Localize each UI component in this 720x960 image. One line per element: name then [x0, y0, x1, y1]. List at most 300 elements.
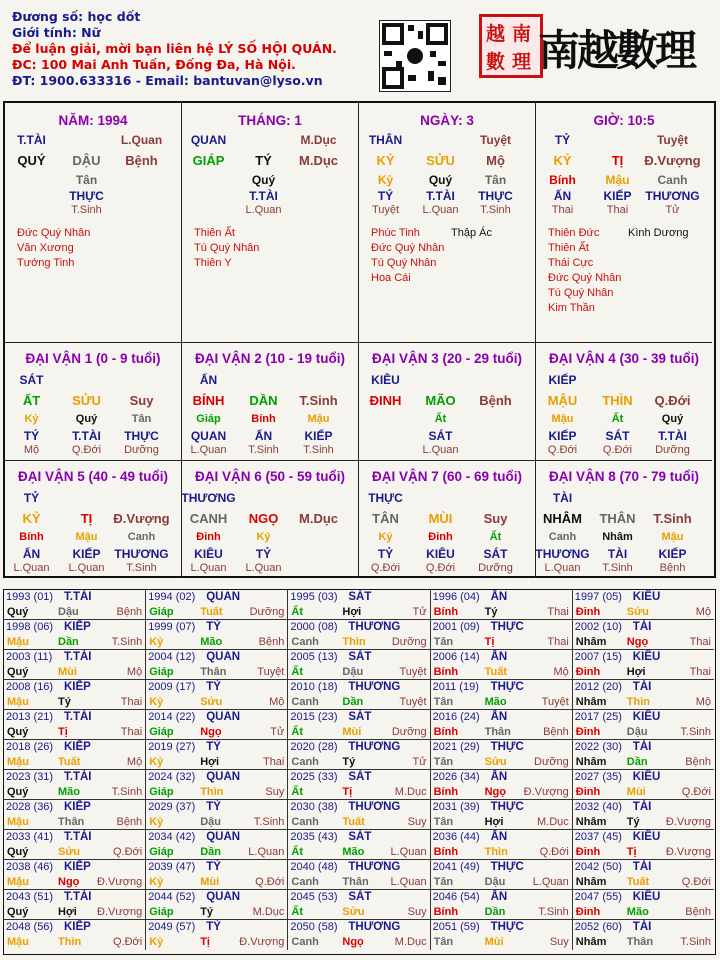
dai-van-cell	[182, 461, 359, 578]
year-label: 2017 (25)	[574, 711, 622, 723]
year-god: THƯƠNG	[348, 621, 401, 633]
dai-van-ts: T.Sinh	[602, 562, 633, 574]
year-branch: Mùi	[200, 876, 220, 888]
year-god: THƯƠNG	[348, 861, 401, 873]
pillar-main: Mộ	[486, 153, 505, 168]
year-label: 1996 (04)	[432, 591, 480, 603]
dai-van-tg: T.TÀI	[658, 429, 687, 443]
year-label: 2052 (60)	[574, 921, 622, 933]
year-god: T.TÀI	[64, 891, 92, 903]
year-branch: Dần	[342, 696, 364, 708]
dai-van-tg: SÁT	[428, 429, 453, 443]
pillar-top: Tuyệt	[479, 133, 512, 147]
pillar-hs: Mậu	[605, 173, 630, 187]
year-label: 2035 (43)	[290, 831, 338, 843]
dai-van-title: ĐẠI VẬN 5 (40 - 49 tuổi)	[17, 469, 169, 484]
year-god: TỶ	[206, 621, 221, 633]
year-stem: Giáp	[149, 786, 174, 798]
star-name: Đức Quý Nhân	[17, 227, 91, 239]
dai-van-main: Q.Đới	[654, 393, 691, 408]
year-label: 2036 (44)	[432, 831, 480, 843]
year-god: THƯƠNG	[348, 921, 401, 933]
year-stem: Kỷ	[149, 936, 164, 948]
year-phase: Bệnh	[116, 816, 143, 828]
year-branch: Hợi	[484, 816, 504, 828]
year-god: T.TÀI	[64, 771, 92, 783]
year-branch: Tuất	[626, 876, 650, 888]
year-cell	[573, 620, 714, 650]
year-stem: Đinh	[575, 606, 601, 618]
year-label: 2041 (49)	[432, 861, 480, 873]
year-cell	[146, 710, 288, 740]
year-label: 2040 (48)	[290, 861, 338, 873]
year-phase: Đ.Vượng	[97, 906, 143, 918]
star-name: Đức Quý Nhân	[371, 242, 445, 254]
year-god: KIÊU	[632, 591, 661, 603]
subject-gender: Giới tính: Nữ	[12, 25, 101, 40]
pillar-hs: Tân	[75, 173, 98, 187]
year-label: 2028 (36)	[6, 801, 54, 813]
pillar-top: M.Dục	[300, 133, 337, 147]
year-phase: Dưỡng	[391, 726, 427, 738]
year-cell	[573, 920, 714, 950]
year-stem: Quý	[7, 726, 29, 738]
year-branch: Tý	[342, 756, 356, 768]
dai-van-main: CANH	[189, 511, 228, 526]
year-god: QUAN	[206, 891, 241, 903]
year-god: THỰC	[490, 801, 524, 813]
year-branch: Mùi	[484, 936, 504, 948]
dai-van-god: KIÊU	[371, 373, 400, 387]
year-phase: L.Quan	[390, 846, 427, 858]
year-branch: Tuất	[484, 666, 507, 678]
year-branch: Thân	[200, 666, 227, 678]
year-branch: Sửu	[626, 606, 649, 618]
pillar-ts: Thai	[551, 204, 574, 216]
year-label: 2023 (31)	[6, 771, 54, 783]
year-cell	[431, 890, 573, 920]
year-branch: Thìn	[484, 846, 508, 858]
dai-van-tg: KIẾP	[72, 547, 101, 561]
year-stem: Ất	[291, 906, 303, 918]
year-stem: Quý	[7, 666, 29, 678]
year-cell	[573, 770, 714, 800]
year-phase: Đ.Vượng	[523, 786, 569, 798]
year-phase: Tuyệt	[399, 696, 427, 708]
dai-van-hs: Mậu	[661, 531, 684, 543]
dai-van-main: TỊ	[80, 511, 93, 526]
year-stem: Canh	[291, 876, 319, 888]
pillar-title: NĂM: 1994	[58, 113, 128, 128]
year-stem: Mậu	[7, 936, 29, 948]
year-phase: Tuyệt	[399, 666, 427, 678]
dai-van-hs: Quý	[75, 413, 98, 425]
dai-van-tg: ẤN	[22, 547, 41, 561]
year-god: KIÊU	[632, 831, 661, 843]
year-branch: Tị	[484, 636, 495, 648]
year-stem: Quý	[7, 606, 29, 618]
year-phase: Đ.Vượng	[239, 936, 285, 948]
year-phase: Bệnh	[543, 726, 569, 738]
star-name: Thái Cực	[548, 257, 594, 269]
pillar-ts: Thai	[606, 204, 629, 216]
year-stem: Đinh	[575, 726, 601, 738]
year-stem: Quý	[7, 906, 29, 918]
year-phase: L.Quan	[532, 876, 569, 888]
star-name: Thiên Ất	[548, 242, 589, 254]
year-god: QUAN	[206, 711, 241, 723]
year-label: 2030 (38)	[290, 801, 338, 813]
dai-van-main: THÌN	[602, 393, 633, 408]
year-cell	[288, 890, 430, 920]
dai-van-god: THỰC	[368, 491, 403, 505]
dai-van-hs: Bính	[19, 531, 44, 543]
dai-van-ts: L.Quan	[190, 562, 227, 574]
year-cell	[4, 860, 146, 890]
subject-name: Đương số: học dốt	[12, 9, 141, 24]
dai-van-ts: L.Quan	[544, 562, 581, 574]
year-god: T.TÀI	[64, 711, 92, 723]
year-label: 2050 (58)	[290, 921, 338, 933]
year-label: 2033 (41)	[6, 831, 54, 843]
year-phase: M.Dục	[394, 786, 427, 798]
year-cell	[431, 860, 573, 890]
year-god: T.TÀI	[64, 651, 92, 663]
year-label: 2025 (33)	[290, 771, 338, 783]
year-god: KIẾP	[64, 801, 91, 813]
year-label: 2011 (19)	[432, 681, 479, 693]
year-phase: Bệnh	[116, 606, 143, 618]
year-stem: Ất	[291, 786, 303, 798]
dai-van-tg: KIẾP	[304, 429, 333, 443]
pillar-tg: KIẾP	[603, 189, 632, 203]
star-name: Tú Quý Nhân	[548, 287, 614, 299]
pillar-ts: L.Quan	[245, 204, 282, 216]
year-god: TÀI	[632, 741, 652, 753]
year-god: TỶ	[206, 681, 221, 693]
year-cell	[288, 770, 430, 800]
dai-van-cell	[359, 461, 536, 578]
year-branch: Hợi	[58, 906, 77, 918]
brand-logo: 南越數理	[538, 26, 695, 75]
pillar-top: T.TÀI	[17, 133, 46, 147]
year-cell	[573, 800, 714, 830]
year-label: 2016 (24)	[432, 711, 480, 723]
dai-van-hs: Canh	[548, 531, 577, 543]
year-phase: Suy	[549, 936, 569, 948]
year-god: ẤN	[490, 771, 508, 783]
year-stem: Kỷ	[149, 696, 164, 708]
year-branch: Thìn	[58, 936, 82, 948]
dai-van-tg: TỶ	[255, 547, 272, 561]
dai-van-main: ẤT	[22, 393, 41, 408]
year-label: 2006 (14)	[432, 651, 480, 663]
year-label: 2034 (42)	[148, 831, 196, 843]
year-branch: Sửu	[200, 696, 223, 708]
year-label: 1995 (03)	[290, 591, 338, 603]
year-label: 1999 (07)	[148, 621, 196, 633]
dai-van-title: ĐẠI VẬN 2 (10 - 19 tuổi)	[194, 351, 346, 366]
year-phase: Bệnh	[258, 636, 285, 648]
year-cell	[431, 920, 573, 950]
year-cell	[288, 680, 430, 710]
year-label: 2037 (45)	[574, 831, 622, 843]
year-branch: Tuất	[342, 816, 365, 828]
dai-van-main: Bệnh	[479, 393, 512, 408]
phone-email-line: ĐT: 1900.633316 - Email: bantuvan@lyso.vn	[12, 73, 323, 88]
pillar-main: SỬU	[426, 153, 455, 168]
dai-van-ts: Q.Đới	[425, 562, 456, 574]
year-stem: Tân	[433, 696, 454, 708]
qr-code-icon	[379, 20, 451, 92]
dai-van-tg: KIÊU	[194, 547, 223, 561]
year-branch: Sửu	[342, 906, 365, 918]
year-cell	[288, 830, 430, 860]
dai-van-hs: Quý	[661, 413, 684, 425]
year-god: THỰC	[490, 861, 524, 873]
year-branch: Mão	[58, 786, 80, 798]
year-cell	[573, 710, 714, 740]
year-phase: Q.Đới	[112, 936, 143, 948]
year-branch: Sửu	[58, 846, 81, 858]
year-cell	[288, 740, 430, 770]
year-label: 2012 (20)	[574, 681, 622, 693]
year-god: KIẾP	[64, 681, 91, 693]
dai-van-tg: SÁT	[483, 547, 508, 561]
year-label: 2008 (16)	[6, 681, 54, 693]
dai-van-title: ĐẠI VẬN 6 (50 - 59 tuổi)	[194, 469, 346, 484]
pillar-main: KỶ	[376, 153, 395, 168]
year-cell	[146, 680, 288, 710]
year-label: 2038 (46)	[6, 861, 54, 873]
year-stem: Giáp	[149, 846, 174, 858]
dai-van-cell	[536, 343, 712, 461]
pillar-top: TỶ	[554, 133, 571, 147]
year-branch: Mão	[200, 636, 223, 648]
year-cell	[573, 740, 714, 770]
year-branch: Dần	[626, 756, 648, 768]
year-phase: Mộ	[695, 696, 711, 708]
year-god: ẤN	[490, 591, 508, 603]
year-stem: Tân	[433, 876, 454, 888]
pillar-tg: T.TÀI	[249, 189, 278, 203]
dai-van-main: ĐINH	[369, 393, 402, 408]
year-god: TỶ	[206, 801, 221, 813]
dai-van-main: BÍNH	[192, 393, 225, 408]
dai-van-god: KIẾP	[548, 373, 577, 387]
year-label: 2042 (50)	[574, 861, 622, 873]
year-stem: Ất	[291, 726, 303, 738]
year-label: 2032 (40)	[574, 801, 622, 813]
star-name: Kim Thần	[548, 302, 595, 314]
year-phase: Bệnh	[685, 906, 711, 918]
year-stem: Kỷ	[149, 756, 164, 768]
year-cell	[4, 590, 146, 620]
year-label: 2007 (15)	[574, 651, 622, 663]
pillar-main: TÝ	[255, 153, 272, 168]
year-cell	[431, 710, 573, 740]
year-god: KIÊU	[632, 771, 661, 783]
year-god: TỶ	[206, 741, 221, 753]
year-phase: Mộ	[126, 666, 143, 678]
year-god: TỶ	[206, 861, 221, 873]
dai-van-god: THƯƠNG	[181, 491, 236, 505]
pillar-main: Đ.Vượng	[644, 153, 701, 168]
year-god: TÀI	[632, 621, 652, 633]
year-branch: Ngọ	[342, 936, 364, 948]
dai-van-main: NHÂM	[543, 511, 582, 526]
dai-van-title: ĐẠI VẬN 4 (30 - 39 tuổi)	[548, 351, 700, 366]
year-cell	[4, 740, 146, 770]
year-god: ẤN	[490, 831, 508, 843]
year-god: THỰC	[490, 921, 524, 933]
year-label: 2001 (09)	[432, 621, 480, 633]
year-label: 2019 (27)	[148, 741, 196, 753]
star-name: Tướng Tinh	[17, 257, 75, 269]
year-label: 2000 (08)	[290, 621, 338, 633]
year-stem: Giáp	[149, 666, 174, 678]
year-label: 2015 (23)	[290, 711, 338, 723]
year-god: SÁT	[348, 711, 372, 723]
year-phase: Thai	[120, 696, 143, 708]
year-god: TÀI	[632, 681, 652, 693]
year-god: THƯƠNG	[348, 801, 401, 813]
year-stem: Mậu	[7, 756, 29, 768]
year-branch: Thân	[484, 726, 511, 738]
year-branch: Mùi	[626, 786, 646, 798]
year-label: 2018 (26)	[6, 741, 54, 753]
pillar-tg: T.TÀI	[426, 189, 455, 203]
pillar-main: Bệnh	[125, 153, 158, 168]
pillar-hs: Bính	[549, 173, 576, 187]
pillar-hs: Tân	[484, 173, 507, 187]
dai-van-god: ẤN	[199, 373, 218, 387]
pillar-tg: THỰC	[478, 189, 513, 203]
year-god: THỰC	[490, 621, 524, 633]
year-phase: Tử	[412, 606, 427, 618]
year-branch: Tuất	[200, 606, 223, 618]
year-god: QUAN	[206, 591, 241, 603]
year-god: TÀI	[632, 921, 652, 933]
year-stem: Đinh	[575, 846, 601, 858]
year-stem: Tân	[433, 816, 454, 828]
pillar-tg: ẤN	[553, 189, 572, 203]
year-stem: Đinh	[575, 666, 601, 678]
year-phase: Q.Đới	[681, 876, 711, 888]
year-cell	[431, 770, 573, 800]
dai-van-main: KỶ	[22, 511, 41, 526]
pillar-ts: L.Quan	[422, 204, 459, 216]
dai-van-tg: TÝ	[23, 429, 40, 443]
dai-van-main: SỬU	[72, 393, 101, 408]
year-stem: Kỷ	[149, 816, 164, 828]
dai-van-tg: SÁT	[605, 429, 630, 443]
year-god: SÁT	[348, 651, 372, 663]
year-cell	[146, 740, 288, 770]
dai-van-tg: TỶ	[377, 547, 394, 561]
year-branch: Tị	[626, 846, 637, 858]
year-stem: Ất	[291, 606, 303, 618]
year-phase: L.Quan	[248, 846, 285, 858]
annual-luck-grid	[3, 589, 716, 955]
star-name: Tú Quý Nhân	[371, 257, 437, 269]
dai-van-main: M.Dục	[299, 511, 338, 526]
dai-van-ts: L.Quan	[68, 562, 105, 574]
year-cell	[431, 800, 573, 830]
year-label: 2022 (30)	[574, 741, 622, 753]
year-phase: Tử	[412, 756, 427, 768]
dai-van-tg: THỰC	[124, 429, 159, 443]
pillar-main: QUÝ	[17, 153, 46, 168]
star-name: Thiên Đức	[548, 227, 600, 239]
dai-van-cell	[5, 461, 182, 578]
year-label: 1998 (06)	[6, 621, 54, 633]
star-name: Tú Quý Nhân	[194, 242, 260, 254]
year-god: THỰC	[490, 681, 524, 693]
dai-van-hs: Canh	[127, 531, 156, 543]
pillar-ts: Tử	[665, 204, 680, 216]
pillar-main: DẬU	[72, 153, 101, 168]
dai-van-hs: Ất	[434, 413, 447, 425]
year-phase: Bệnh	[685, 756, 711, 768]
year-god: KIẾP	[64, 621, 91, 633]
year-stem: Mậu	[7, 696, 29, 708]
year-cell	[431, 590, 573, 620]
year-phase: T.Sinh	[253, 816, 285, 828]
dai-van-main: T.Sinh	[653, 511, 692, 526]
dai-van-cell	[359, 343, 536, 461]
pillar-ts: T.Sinh	[71, 204, 102, 216]
pillar-tg: THỰC	[69, 189, 104, 203]
year-label: 2009 (17)	[148, 681, 196, 693]
year-cell	[431, 650, 573, 680]
year-cell	[288, 710, 430, 740]
dai-van-hs: Ất	[489, 531, 502, 543]
pillar-hs: Canh	[657, 173, 688, 187]
year-phase: Suy	[265, 786, 285, 798]
year-cell	[288, 800, 430, 830]
year-god: SÁT	[348, 771, 372, 783]
pillars-grid	[3, 101, 716, 578]
year-cell	[4, 710, 146, 740]
year-god: SÁT	[348, 831, 372, 843]
year-branch: Thìn	[200, 786, 224, 798]
year-stem: Mậu	[7, 816, 29, 828]
year-phase: T.Sinh	[538, 906, 569, 918]
dai-van-ts: Dưỡng	[655, 444, 690, 456]
year-phase: Thai	[689, 636, 711, 648]
year-label: 2048 (56)	[6, 921, 54, 933]
year-branch: Tý	[484, 606, 498, 618]
year-branch: Sửu	[484, 756, 507, 768]
dai-van-hs: Mậu	[75, 531, 98, 543]
year-branch: Dậu	[58, 606, 79, 618]
year-label: 2046 (54)	[432, 891, 480, 903]
dai-van-tg: TÀI	[607, 547, 628, 561]
pillar-cell	[536, 103, 712, 343]
year-phase: Thai	[547, 636, 569, 648]
dai-van-ts: L.Quan	[245, 562, 282, 574]
year-cell	[146, 830, 288, 860]
pillar-main: M.Dục	[299, 153, 338, 168]
dai-van-title: ĐẠI VẬN 3 (20 - 29 tuổi)	[371, 351, 523, 366]
dai-van-hs: Mậu	[551, 413, 574, 425]
year-label: 2013 (21)	[6, 711, 54, 723]
dai-van-ts: T.Sinh	[126, 562, 157, 574]
dai-van-ts: Q.Đới	[71, 444, 102, 456]
year-branch: Mão	[626, 906, 649, 918]
dai-van-hs: Giáp	[196, 413, 221, 425]
